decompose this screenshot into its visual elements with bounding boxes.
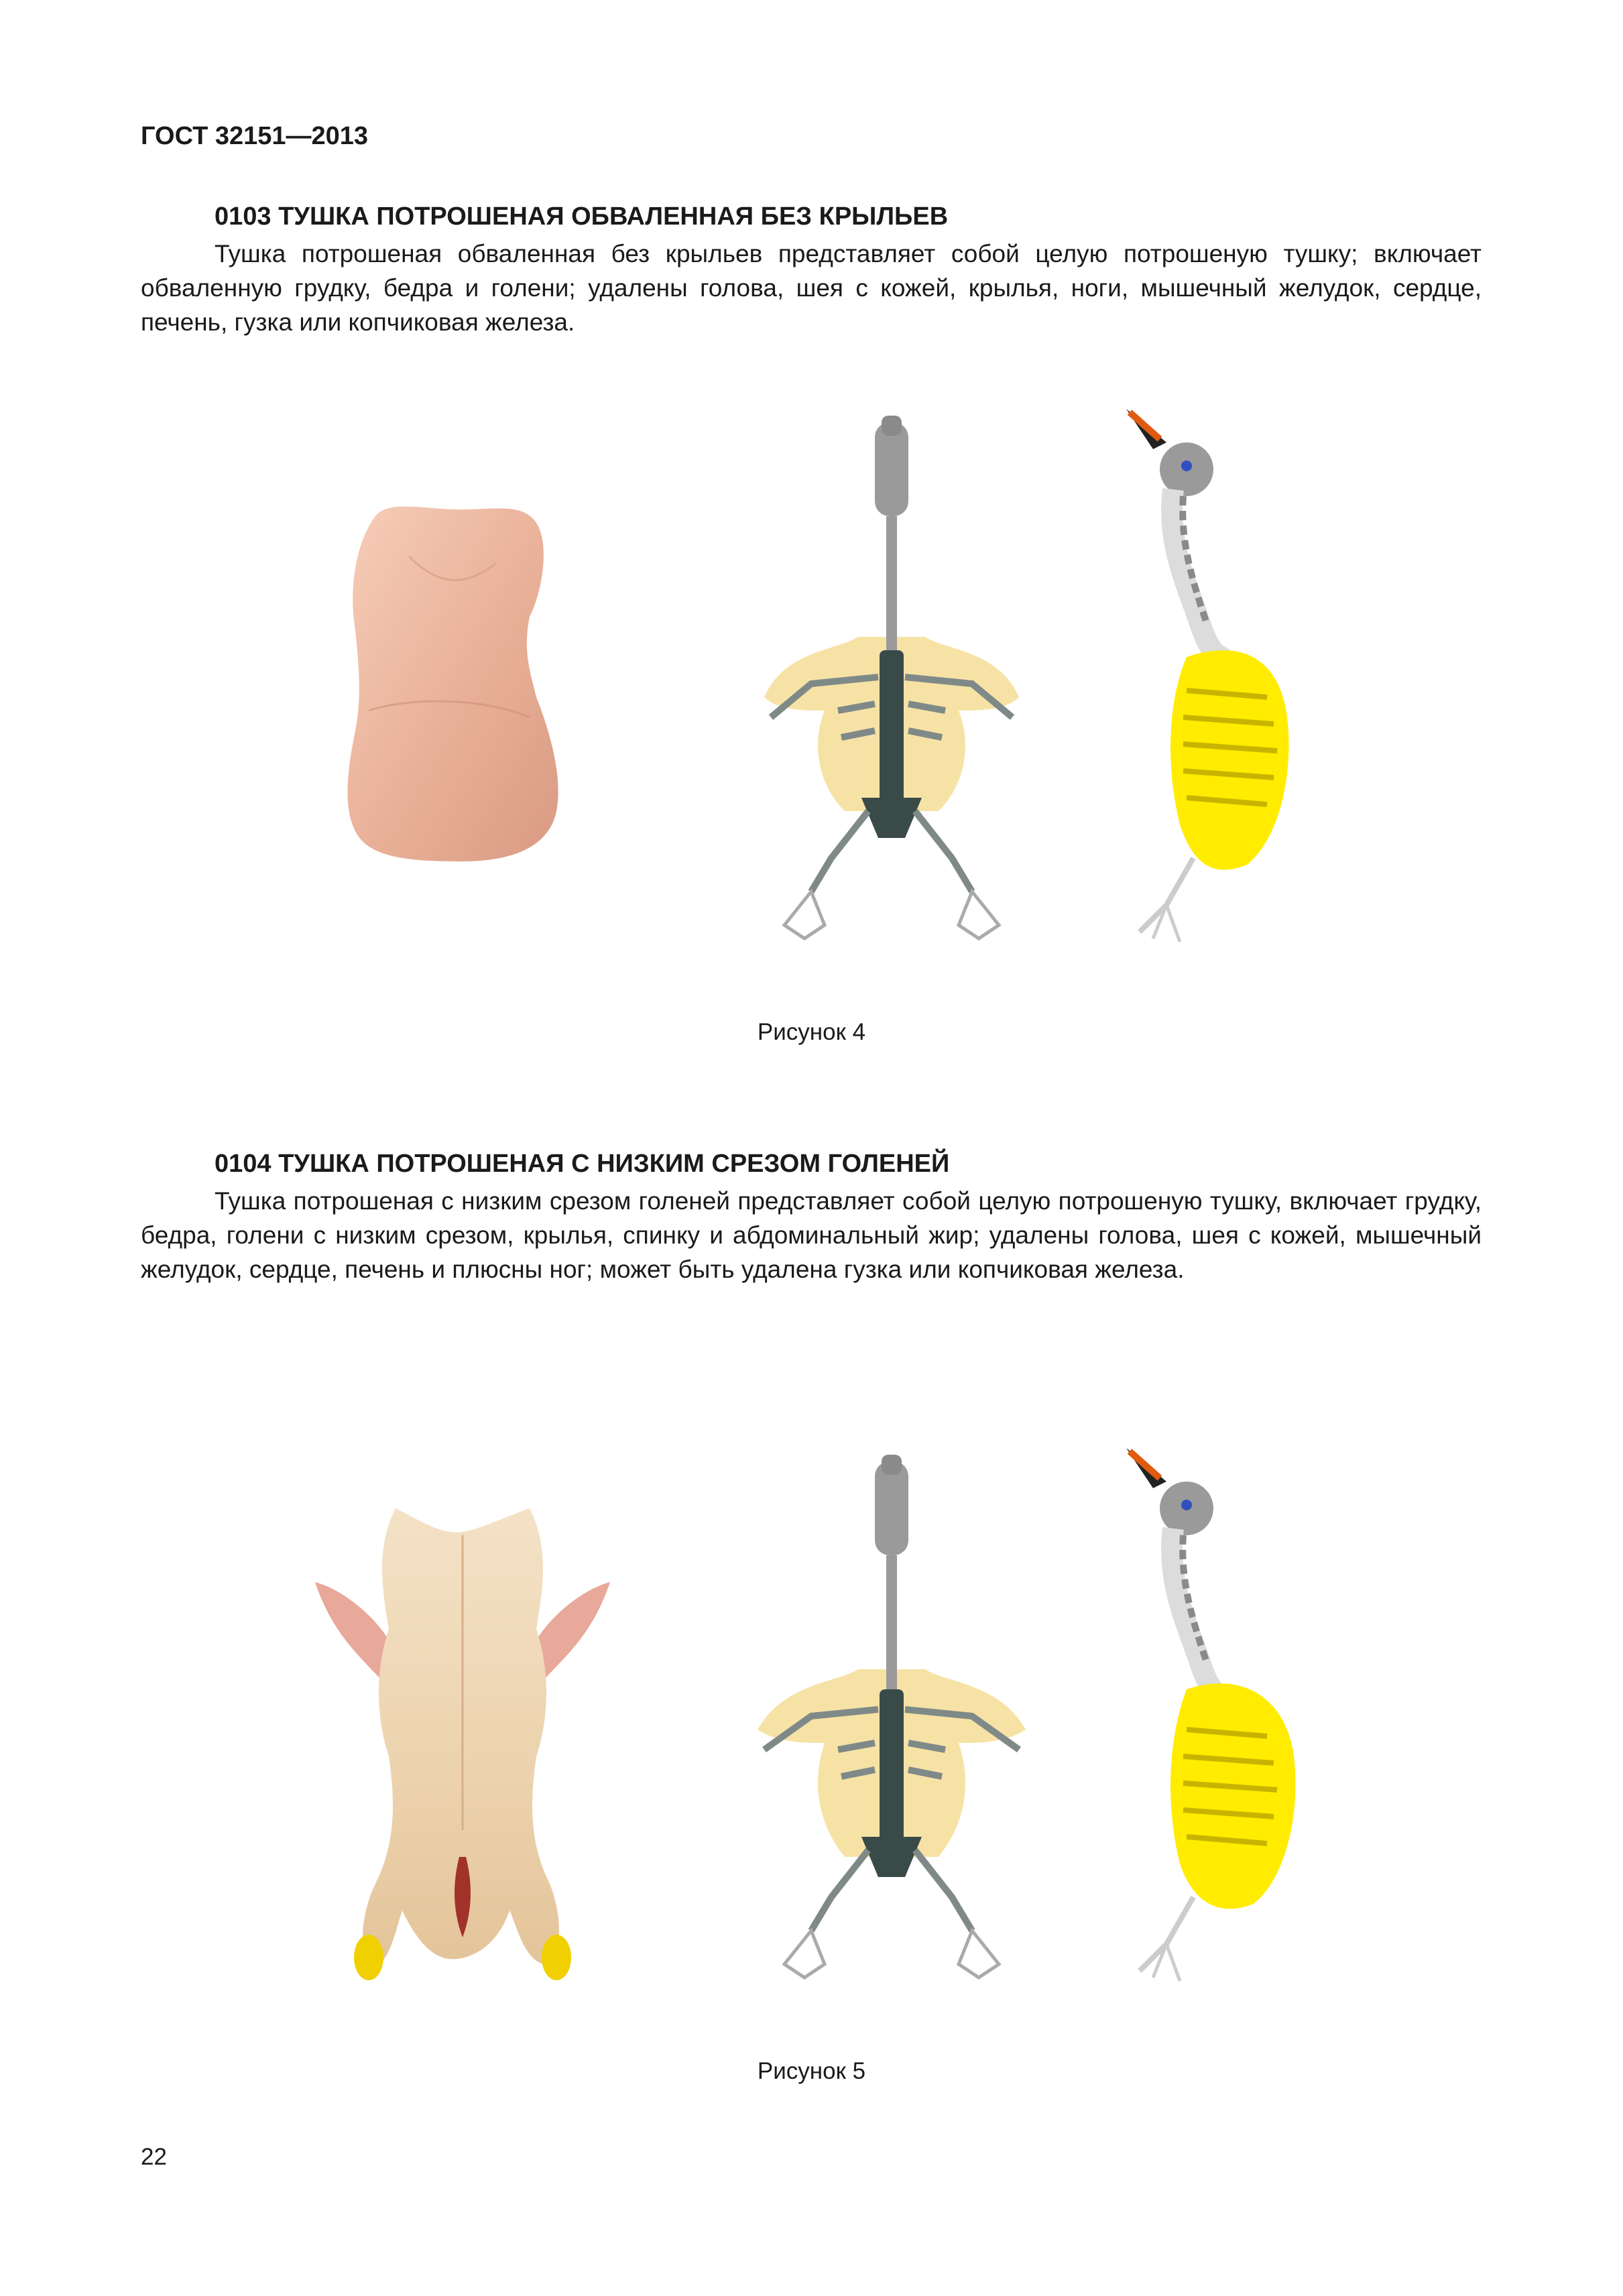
page-number: 22 [141,2144,167,2170]
figure-4 [0,389,1623,1045]
document-code: ГОСТ 32151—2013 [141,122,369,150]
section-title: 0103 ТУШКА ПОТРОШЕНАЯ ОБВАЛЕННАЯ БЕЗ КРЫЛЬЕВ [215,202,949,231]
carcass-photo [308,1495,617,1991]
section-title: 0104 ТУШКА ПОТРОШЕНАЯ С НИЗКИМ СРЕЗОМ ГОЛЕНЕЙ [215,1150,950,1178]
section-body: Тушка потрошеная с низким срезом голеней представляет собой целую потрошеную тушку, включает грудку, бедра, голени с низким срезом, крылья, спинку и абдоминальный жир; удалены голова, шея с кожей, мышечный желудок, сердце, печень и плюсны ног; может быть удалена гузка или копчиковая железа. [141,1187,1482,1283]
section-body: Тушка потрошеная обваленная без крыльев представляет собой целую потрошеную тушку; включает обваленную грудку, бедра и голени; удалены голова, шея с кожей, крылья, ноги, мышечный желудок, сердце, печень, гузка или копчиковая железа. [141,240,1482,336]
skeleton-side-diagram [1113,1435,1334,1991]
section-0103 [141,202,1482,339]
skeleton-side-diagram [1113,396,1334,952]
figure-caption: Рисунок 4 [757,1019,866,1045]
figure-5 [0,1421,1623,2084]
skeleton-front-diagram [724,1435,1059,1991]
figure-caption: Рисунок 5 [757,2058,866,2084]
carcass-photo [328,496,570,871]
section-0104 [141,1150,1482,1286]
skeleton-front-diagram [724,396,1059,952]
